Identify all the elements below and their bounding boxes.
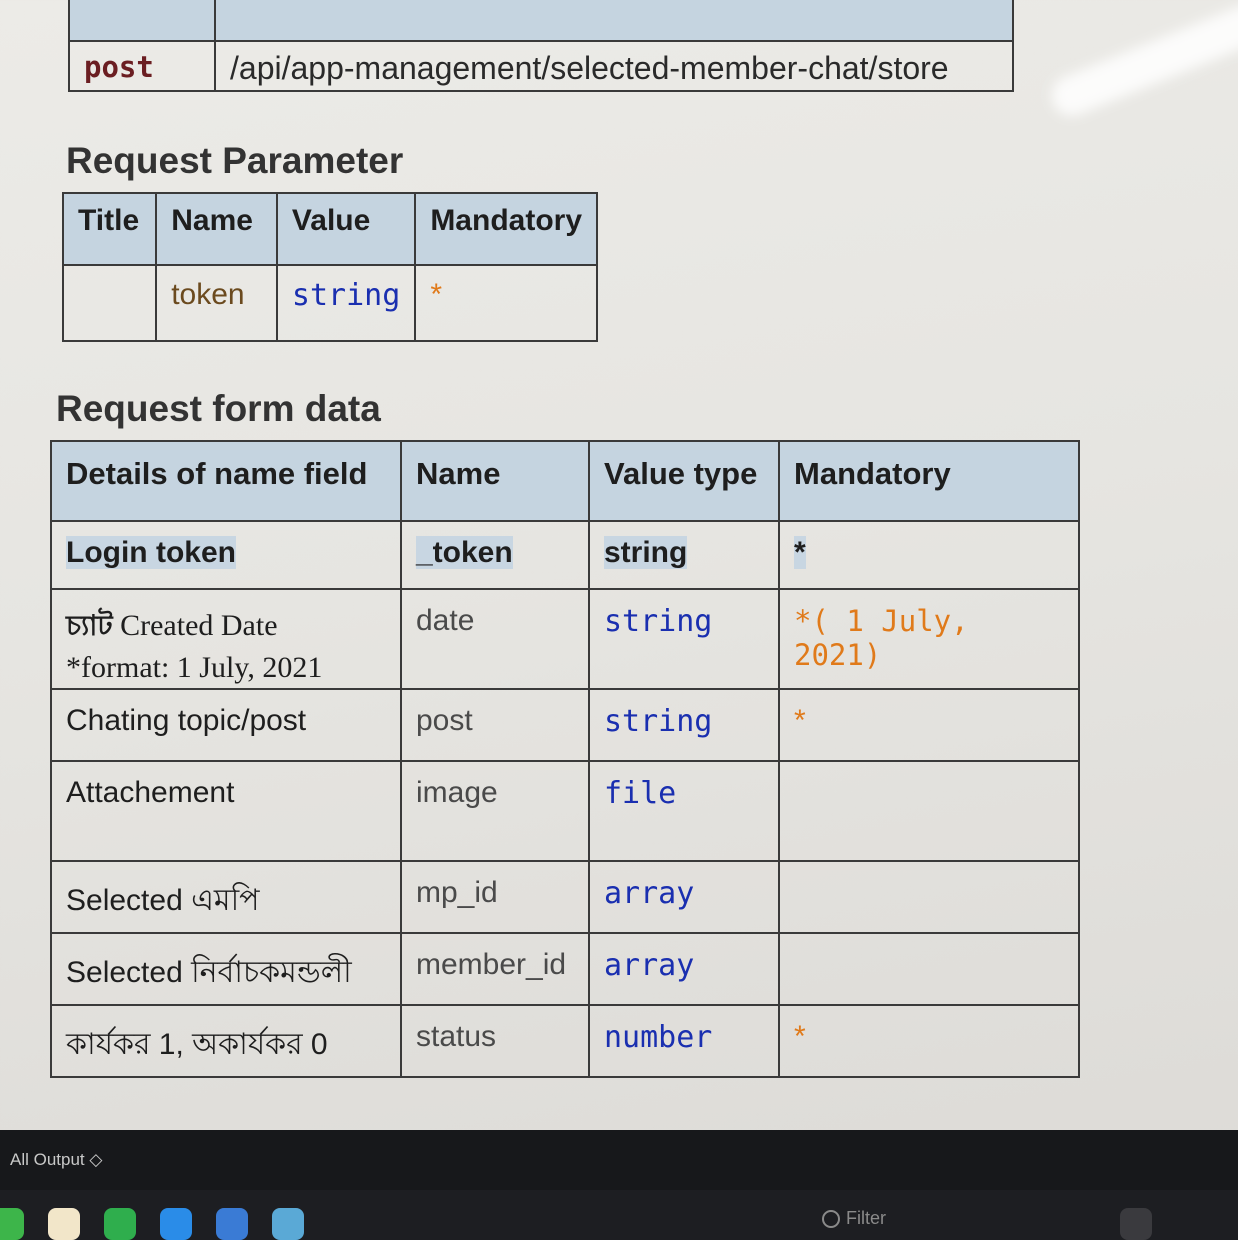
form-header-name: Name xyxy=(401,441,589,521)
field-name: date xyxy=(401,589,589,689)
field-type: array xyxy=(589,861,779,933)
table-row xyxy=(51,589,1079,689)
param-value: string xyxy=(277,265,415,341)
param-title xyxy=(63,265,156,341)
field-name: post xyxy=(401,689,589,761)
endpoint-table xyxy=(68,0,1014,92)
field-name: image xyxy=(401,761,589,861)
form-header-mandatory: Mandatory xyxy=(779,441,1079,521)
field-details: Chating topic/post xyxy=(51,689,401,761)
dock xyxy=(0,1190,1238,1240)
field-details: কার্যকর 1, অকার্যকর 0 xyxy=(51,1005,401,1077)
table-row xyxy=(51,521,1079,589)
form-header-type: Value type xyxy=(589,441,779,521)
field-type: file xyxy=(589,761,779,861)
param-header-value: Value xyxy=(277,193,415,265)
field-mandatory: * xyxy=(779,689,1079,761)
field-type: string xyxy=(589,589,779,689)
facetime-icon[interactable] xyxy=(104,1208,136,1240)
field-details: Selected এমপি xyxy=(51,861,401,933)
table-row xyxy=(51,1005,1079,1077)
screen-glare xyxy=(1046,0,1238,122)
field-details xyxy=(51,589,401,689)
preview-icon[interactable] xyxy=(272,1208,304,1240)
table-row xyxy=(51,933,1079,1005)
field-mandatory: * xyxy=(779,1005,1079,1077)
param-header-mandatory: Mandatory xyxy=(415,193,597,265)
field-details: Login token xyxy=(66,536,236,569)
output-bar xyxy=(0,1130,1238,1190)
field-name: member_id xyxy=(401,933,589,1005)
endpoint-method: post xyxy=(69,41,215,91)
table-row xyxy=(51,761,1079,861)
field-mandatory xyxy=(779,761,1079,861)
filter-icon xyxy=(822,1210,840,1228)
table-row xyxy=(63,265,597,341)
endpoint-url: /api/app-management/selected-member-chat/store xyxy=(215,41,1013,91)
field-details: Attachement xyxy=(51,761,401,861)
field-name: status xyxy=(401,1005,589,1077)
field-type: string xyxy=(604,536,688,569)
field-details-text: Created Date xyxy=(120,609,278,642)
param-header-title: Title xyxy=(63,193,156,265)
field-details-bengali: চ্যাট xyxy=(66,609,113,642)
filter-input[interactable] xyxy=(822,1208,886,1229)
param-mandatory: * xyxy=(415,265,597,341)
trash-icon[interactable] xyxy=(1120,1208,1152,1240)
request-form-data-title: Request form data xyxy=(56,388,381,429)
table-row xyxy=(51,861,1079,933)
table-row xyxy=(51,689,1079,761)
field-type: string xyxy=(589,689,779,761)
param-name: token xyxy=(156,265,277,341)
form-header-details: Details of name field xyxy=(51,441,401,521)
messages-icon[interactable] xyxy=(0,1208,24,1240)
safari-icon[interactable] xyxy=(160,1208,192,1240)
field-mandatory xyxy=(779,861,1079,933)
filter-placeholder: Filter xyxy=(846,1208,886,1228)
notes-icon[interactable] xyxy=(48,1208,80,1240)
field-details: Selected নির্বাচকমন্ডলী xyxy=(51,933,401,1005)
request-parameter-table xyxy=(62,192,598,342)
numbers-icon[interactable] xyxy=(216,1208,248,1240)
field-type: number xyxy=(589,1005,779,1077)
request-parameter-title: Request Parameter xyxy=(66,140,404,181)
field-mandatory: *( 1 July, 2021) xyxy=(779,589,1079,689)
output-selector[interactable]: All Output ◇ xyxy=(10,1150,103,1169)
param-header-name: Name xyxy=(156,193,277,265)
field-mandatory xyxy=(779,933,1079,1005)
field-mandatory: * xyxy=(794,536,806,569)
field-name: mp_id xyxy=(401,861,589,933)
field-name: _token xyxy=(416,536,513,569)
request-form-data-table xyxy=(50,440,1080,1078)
field-details-format: *format: 1 July, 2021 xyxy=(66,651,323,684)
field-type: array xyxy=(589,933,779,1005)
